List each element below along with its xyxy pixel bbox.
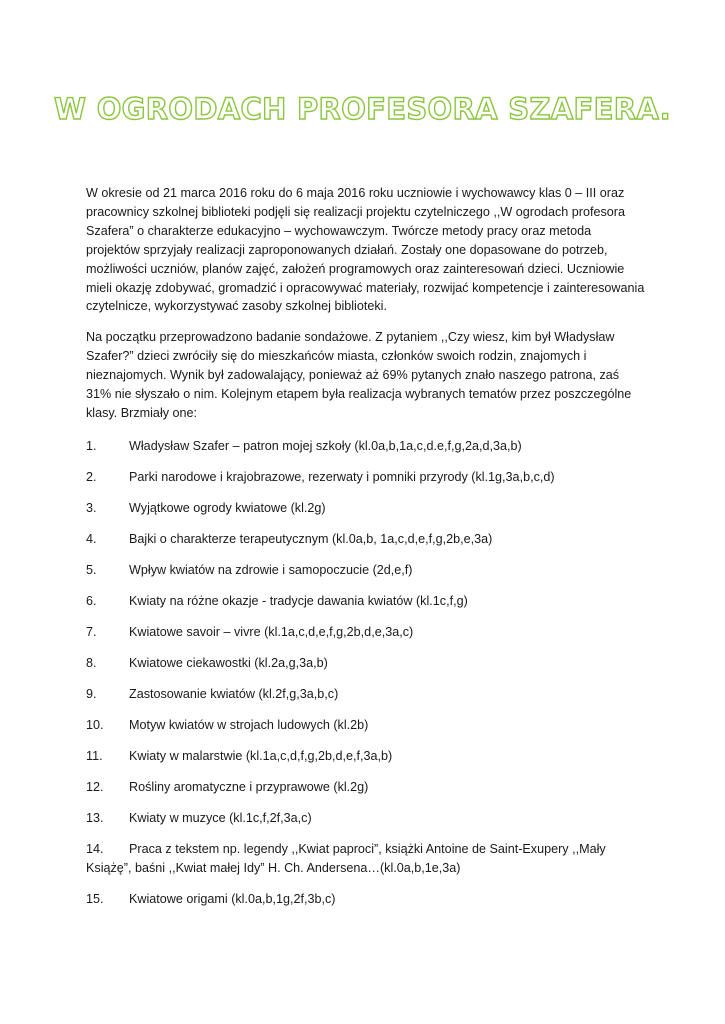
list-item [86, 623, 646, 654]
list-item-number: 12. [86, 780, 104, 794]
list-item-text: Bajki o charakterze terapeutycznym (kl.0a,b, 1a,c,d,e,f,g,2b,e,3a) [129, 532, 493, 546]
list-item-number: 11. [86, 749, 103, 763]
list-item-text: Zastosowanie kwiatów (kl.2f,g,3a,b,c) [129, 687, 339, 701]
list-item-text: Wyjątkowe ogrody kwiatowe (kl.2g) [129, 501, 326, 515]
list-item-number: 14. [86, 842, 104, 856]
list-item [86, 468, 646, 499]
list-item [86, 716, 646, 747]
list-item-number: 5. [86, 563, 97, 577]
list-item-number: 9. [86, 687, 97, 701]
list-item [86, 654, 646, 685]
list-item [86, 561, 646, 592]
list-item [86, 499, 646, 530]
list-item-number: 6. [86, 594, 97, 608]
list-item-text: Kwiaty na różne okazje - tradycje dawania kwiatów (kl.1c,f,g) [129, 594, 468, 608]
list-item-number: 8. [86, 656, 97, 670]
list-item-number: 13. [86, 811, 104, 825]
list-item-number: 2. [86, 470, 97, 484]
list-item-text: Kwiatowe savoir – vivre (kl.1a,c,d,e,f,g,2b,d,e,3a,c) [129, 625, 414, 639]
list-item-text: Wpływ kwiatów na zdrowie i samopoczucie (2d,e,f) [129, 563, 413, 577]
list-item-number: 7. [86, 625, 97, 639]
list-item-number: 4. [86, 532, 97, 546]
list-item [86, 840, 646, 890]
list-item-number: 1. [86, 439, 97, 453]
list-item-text: Kwiaty w muzyce (kl.1c,f,2f,3a,c) [129, 811, 312, 825]
list-item-number: 15. [86, 892, 104, 906]
list-item-text: Władysław Szafer – patron mojej szkoły (kl.0a,b,1a,c,d.e,f,g,2a,d,3a,b) [129, 439, 522, 453]
list-item-text: Kwiaty w malarstwie (kl.1a,c,d,f,g,2b,d,e,f,3a,b) [129, 749, 393, 763]
list-item [86, 747, 646, 778]
list-item-text: Parki narodowe i krajobrazowe, rezerwaty i pomniki przyrody (kl.1g,3a,b,c,d) [129, 470, 555, 484]
list-item-text: Kwiatowe origami (kl.0a,b,1g,2f,3b,c) [129, 892, 336, 906]
list-item [86, 809, 646, 840]
list-item [86, 530, 646, 561]
list-item-number: 10. [86, 718, 104, 732]
list-item [86, 437, 646, 468]
list-item-text: Rośliny aromatyczne i przyprawowe (kl.2g) [129, 780, 369, 794]
survey-paragraph: Na początku przeprowadzono badanie sondażowe. Z pytaniem ,,Czy wiesz, kim był Władysław Szafer?” dzieci zwróciły się do mieszkańców miasta, członków swoich rodzin, znajomych i nieznajomych. Wynik był zadowalający, ponieważ aż 69% pytanych znało naszego patrona, zaś 31% nie słyszało o nim. Kolejnym etapem była realizacja wybranych tematów przez poszczególne klasy. Brzmiały one: [86, 330, 632, 420]
list-item [86, 592, 646, 623]
list-item [86, 778, 646, 809]
list-item [86, 890, 646, 921]
intro-paragraph: W okresie od 21 marca 2016 roku do 6 maja 2016 roku uczniowie i wychowawcy klas 0 – III oraz pracownicy szkolnej biblioteki podjęli się realizacji projektu czytelniczego ,,W ogrodach profesora Szafera” o charakterze edukacyjno – wychowawczym. Twórcze metody pracy oraz metoda projektów sprzyjały realizacji zaproponowanych działań. Zostały one dopasowane do potrzeb, możliwości uczniów, planów zajęć, założeń programowych oraz zainteresowań dzieci. Uczniowie mieli okazję zdobywać, gromadzić i opracowywać materiały, rozwijać kompetencje i zainteresowania czytelnicze, wykorzystywać zasoby szkolnej biblioteki. [86, 186, 645, 314]
document-title: W OGRODACH PROFESORA SZAFERA. [54, 92, 671, 126]
list-item-text: Praca z tekstem np. legendy ,,Kwiat paproci”, książki Antoine de Saint-Exupery ,,Mały Książę”, baśni ,,Kwiat małej Idy” H. Ch. Andersena…(kl.0a,b,1e,3a) [86, 842, 606, 875]
list-item-number: 3. [86, 501, 97, 515]
topic-list [86, 437, 646, 921]
list-item-text: Kwiatowe ciekawostki (kl.2a,g,3a,b) [129, 656, 328, 670]
list-item [86, 685, 646, 716]
list-item-text: Motyw kwiatów w strojach ludowych (kl.2b) [129, 718, 369, 732]
